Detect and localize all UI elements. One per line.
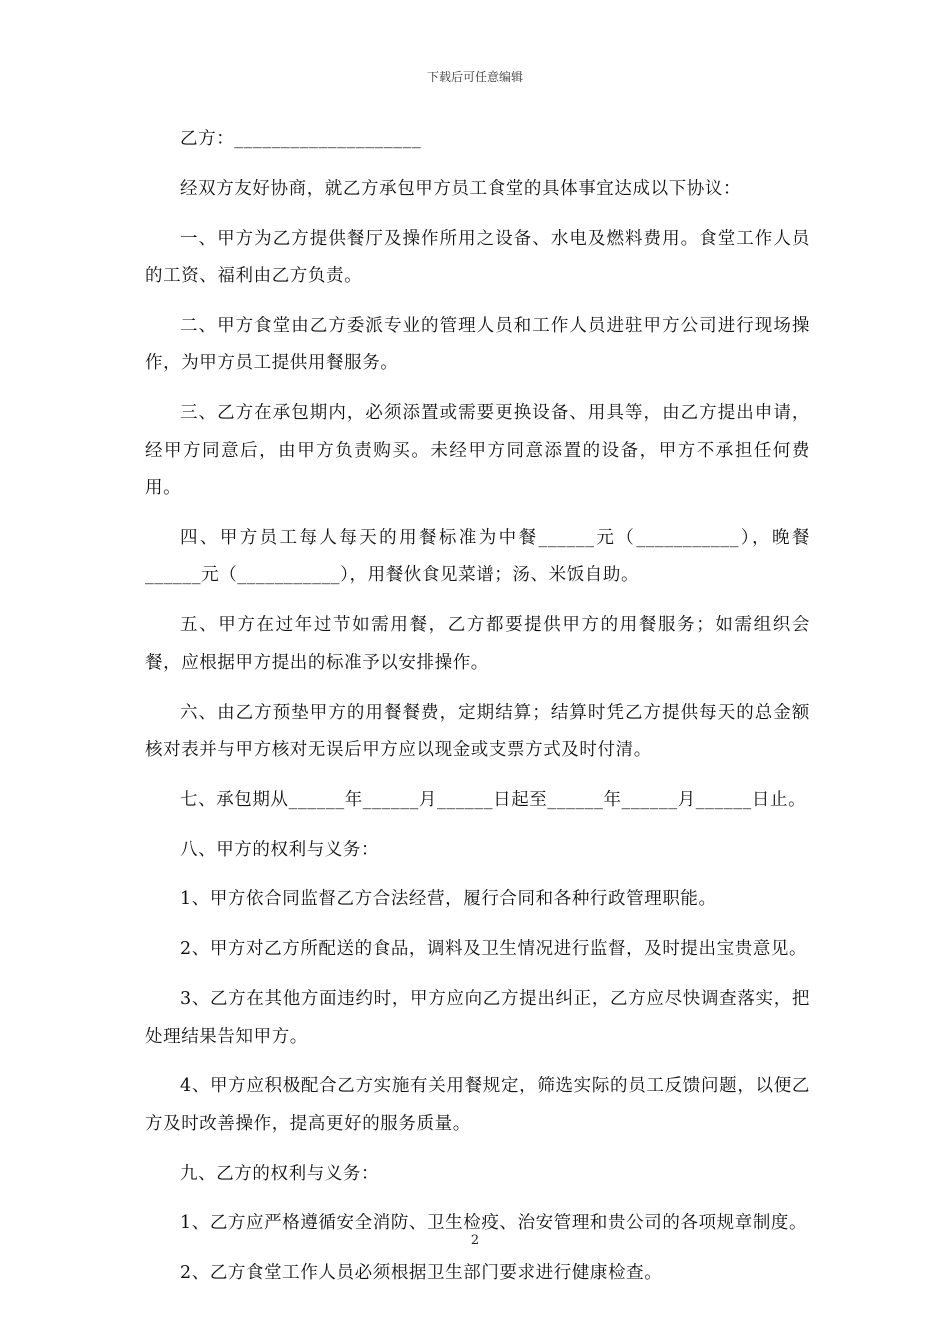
clause-8-heading: 八、甲方的权利与义务： (180, 839, 380, 860)
party-b-line: 乙方：____________________ (180, 129, 422, 149)
clause-6: 六、由乙方预垫甲方的用餐餐费，定期结算；结算时凭乙方提供每天的总金额核对表并与甲方核对无误后甲方应以现金或支票方式及时付清。 (145, 702, 810, 761)
clause-9-item-2: 2、乙方食堂工作人员必须根据卫生部门要求进行健康检查。 (180, 1263, 663, 1284)
clause-2: 二、甲方食堂由乙方委派专业的管理人员和工作人员进驻甲方公司进行现场操作，为甲方员工提供用餐服务。 (145, 315, 810, 374)
clause-8-item-4: 4、甲方应积极配合乙方实施有关用餐规定，筛选实际的员工反馈问题，以便乙方及时改善操作，提高更好的服务质量。 (145, 1076, 810, 1134)
intro-paragraph: 经双方友好协商，就乙方承包甲方员工食堂的具体事宜达成以下协议： (180, 178, 742, 199)
document-body (145, 121, 810, 1305)
clause-3: 三、乙方在承包期内，必须添置或需要更换设备、用具等，由乙方提出申请，经甲方同意后，由甲方负责购买。未经甲方同意添置的设备，甲方不承担任何费用。 (145, 403, 810, 499)
clause-9-item-1: 1、乙方应严格遵循安全消防、卫生检疫、治安管理和贵公司的各项规章制度。 (180, 1213, 808, 1234)
clause-8-item-2: 2、甲方对乙方所配送的食品，调料及卫生情况进行监督，及时提出宝贵意见。 (180, 939, 808, 960)
clause-9-heading: 九、乙方的权利与义务： (180, 1163, 380, 1184)
page-number: 2 (470, 1233, 480, 1248)
page-header: 下载后可任意编辑 (426, 70, 523, 84)
clause-4: 四、甲方员工每人每天的用餐标准为中餐______元（___________），晚餐______元（___________），用餐伙食见菜谱；汤、米饭自助。 (145, 527, 810, 586)
clause-8-item-1: 1、甲方依合同监督乙方合法经营，履行合同和各种行政管理职能。 (180, 889, 717, 910)
clause-5: 五、甲方在过年过节如需用餐，乙方都要提供甲方的用餐服务；如需组织会餐，应根据甲方提出的标准予以安排操作。 (145, 615, 810, 673)
clause-8-item-3: 3、乙方在其他方面违约时，甲方应向乙方提出纠正，乙方应尽快调查落实，把处理结果告知甲方。 (145, 989, 810, 1047)
clause-7: 七、承包期从______年______月______日起至______年______月______日止。 (180, 789, 807, 810)
clause-1: 一、甲方为乙方提供餐厅及操作所用之设备、水电及燃料费用。食堂工作人员的工资、福利由乙方负责。 (145, 228, 810, 287)
